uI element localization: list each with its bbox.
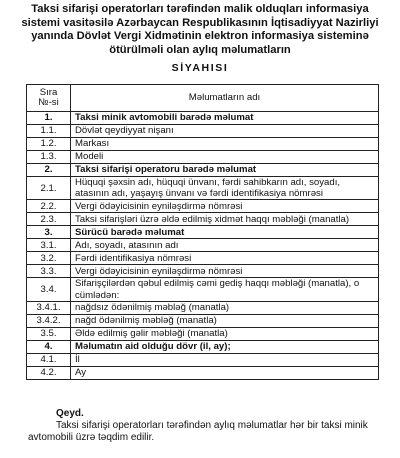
row-text: İl	[71, 353, 379, 366]
row-number: 1.3.	[27, 151, 71, 164]
table-row	[27, 353, 379, 366]
table-body	[27, 112, 379, 380]
row-number: 1.	[27, 112, 71, 125]
row-text: Taksi sifarişləri üzrə əldə edilmiş xidmət haqqı məbləği (manatla)	[71, 213, 379, 226]
table-row	[27, 301, 379, 314]
table-row	[27, 200, 379, 213]
row-text: Hüquqi şəxsin adı, hüquqi ünvanı, fərdi sahibkarın adı, soyadı, atasının adı, yaşayış ünvanı və fərdi identifikasiya nömrəsi	[71, 177, 379, 200]
row-number: 4.	[27, 340, 71, 353]
row-text: Vergi ödəyicisinin eyniləşdirmə nömrəsi	[71, 265, 379, 278]
row-number: 2.2.	[27, 200, 71, 213]
row-text: Modeli	[71, 151, 379, 164]
note-title: Qeyd.	[56, 408, 84, 419]
row-text: Fərdi identifikasiya nömrəsi	[71, 252, 379, 265]
row-number: 2.	[27, 164, 71, 177]
table-row	[27, 177, 379, 200]
table-row	[27, 278, 379, 301]
row-text: Məlumatın aid olduğu dövr (il, ay);	[71, 340, 379, 353]
header-number-cell	[27, 85, 71, 112]
table-row	[27, 265, 379, 278]
row-text: Əldə edilmiş gəlir məbləği (manatla)	[71, 327, 379, 340]
table-header-row	[27, 85, 379, 112]
note-text: Taksi sifarişi operatorları tərəfindən aylıq məlumatlar hər bir taksi minik avtomobili üzrə təqdim edilir.	[28, 420, 368, 444]
row-text: Adı, soyadı, atasının adı	[71, 239, 379, 252]
table-row	[27, 213, 379, 226]
row-text: Vergi ödəyicisinin eyniləşdirmə nömrəsi	[71, 200, 379, 213]
row-text: Ay	[71, 366, 379, 379]
row-number: 3.3.	[27, 265, 71, 278]
table-section-row	[27, 112, 379, 125]
row-text: nağd ödənilmiş məbləğ (manatla)	[71, 314, 379, 327]
table-row	[27, 151, 379, 164]
row-number: 3.4.2.	[27, 314, 71, 327]
document-subtitle: SİYAHISI	[171, 62, 229, 74]
row-number: 3.1.	[27, 239, 71, 252]
row-text: nağdsız ödənilmiş məbləğ (manatla)	[71, 301, 379, 314]
table-section-row	[27, 164, 379, 177]
table-row	[27, 138, 379, 151]
header-number-line2: №-si	[38, 97, 59, 108]
row-text: Dövlət qeydiyyat nişanı	[71, 125, 379, 138]
row-number: 1.1.	[27, 125, 71, 138]
row-number: 4.2.	[27, 366, 71, 379]
row-text: Sürücü barədə məlumat	[71, 226, 379, 239]
table-section-row	[27, 226, 379, 239]
row-text: Taksi minik avtomobili barədə məlumat	[71, 112, 379, 125]
header-number-line1: Sıra	[39, 86, 58, 98]
table-row	[27, 252, 379, 265]
row-text: Markası	[71, 138, 379, 151]
header-name-cell: Məlumatların adı	[71, 85, 379, 112]
row-number: 3.2.	[27, 252, 71, 265]
table-row	[27, 366, 379, 379]
table-row	[27, 314, 379, 327]
row-number: 3.4.	[27, 278, 71, 301]
table-section-row	[27, 340, 379, 353]
document-title: Taksi sifarişi operatorları tərəfindən malik olduqları informasiya sistemi vasitəsilə Azərbaycan Respublikasının İqtisadiyyat Nazirliyi yanında Dövlət Vergi Xidmətinin elektron informasiya sisteminə ötürülməli olan aylıq məlumatların	[21, 3, 379, 56]
row-number: 3.5.	[27, 327, 71, 340]
row-number: 4.1.	[27, 353, 71, 366]
row-text: Taksi sifarişi operatoru barədə məlumat	[71, 164, 379, 177]
row-number: 1.2.	[27, 138, 71, 151]
row-number: 3.4.1.	[27, 301, 71, 314]
data-list-table	[26, 84, 379, 380]
table-row	[27, 125, 379, 138]
table-row	[27, 327, 379, 340]
row-number: 3.	[27, 226, 71, 239]
row-number: 2.3.	[27, 213, 71, 226]
row-text: Sifarişçilərdən qəbul edilmiş cəmi gediş haqqı məbləği (manatla), o cümlədən:	[71, 278, 379, 301]
row-number: 2.1.	[27, 177, 71, 200]
table-row	[27, 239, 379, 252]
